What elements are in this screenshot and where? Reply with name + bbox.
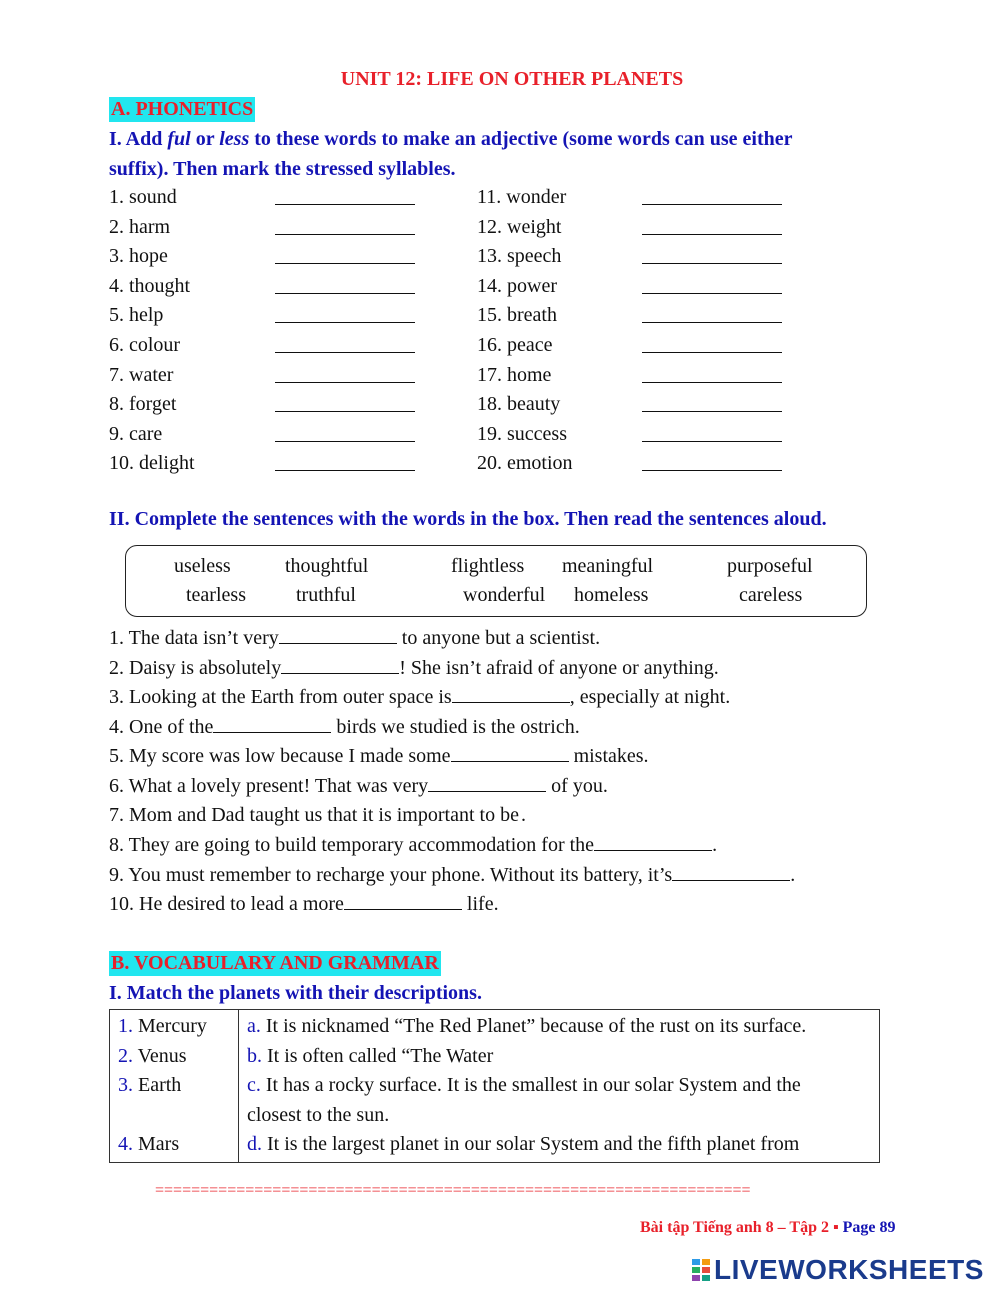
answer-blank[interactable] — [452, 684, 570, 703]
sentence-item — [109, 684, 730, 709]
answer-blank[interactable] — [275, 393, 415, 418]
sentence-item — [109, 714, 580, 739]
sentence-text: 9. You must remember to recharge your phone. Without its battery, it’s — [109, 863, 673, 886]
sentence-text: to anyone but a scientist. — [396, 627, 601, 649]
answer-blank[interactable] — [275, 216, 415, 241]
answer-blank[interactable] — [275, 452, 415, 477]
sentence-text: , especially at night. — [569, 686, 731, 709]
sentence-item — [109, 803, 526, 827]
separator-line: ================================================================== — [155, 1182, 751, 1199]
answer-blank[interactable] — [642, 364, 782, 389]
answer-blank[interactable] — [594, 832, 712, 851]
sentence-text: . — [712, 834, 718, 857]
word-item: 3. hope — [109, 245, 168, 268]
description-item: closest to the sun. — [247, 1103, 390, 1126]
box-word: tearless — [186, 584, 246, 606]
planet-item: 4. Mars — [118, 1133, 180, 1156]
box-word: thoughtful — [285, 555, 369, 577]
sentence-item — [109, 743, 649, 768]
word-item: 10. delight — [109, 452, 195, 475]
planet-item: 2. Venus — [118, 1044, 187, 1067]
description-item: b. It is often called “The Water — [247, 1044, 494, 1067]
answer-blank[interactable] — [275, 334, 415, 359]
word-item: 7. water — [109, 363, 174, 386]
box-word: useless — [174, 555, 231, 577]
section-a-heading: A. PHONETICS — [111, 98, 254, 120]
word-item: 9. care — [109, 422, 163, 445]
match-table — [109, 1009, 880, 1163]
sentence-text: 3. Looking at the Earth from outer space is — [109, 686, 452, 709]
part2-instruction: II. Complete the sentences with the words in the box. Then read the sentences aloud. — [109, 508, 827, 530]
word-item: 12. weight — [477, 215, 562, 238]
box-word: meaningful — [562, 555, 654, 577]
answer-blank[interactable] — [213, 714, 331, 733]
planet-item: 3. Earth — [118, 1074, 182, 1097]
word-item: 6. colour — [109, 334, 181, 356]
page-title: UNIT 12: LIFE ON OTHER PLANETS — [340, 68, 684, 90]
answer-blank[interactable] — [279, 625, 397, 644]
answer-blank[interactable] — [642, 423, 782, 448]
planet-column — [110, 1010, 239, 1163]
word-item: 13. speech — [477, 245, 562, 268]
part1-instruction-line2: suffix). Then mark the stressed syllables. — [109, 158, 456, 180]
description-column — [239, 1010, 880, 1163]
sentence-text: 2. Daisy is absolutely — [109, 656, 282, 679]
answer-blank[interactable] — [672, 862, 790, 881]
sentence-text: 1. The data isn’t very — [109, 627, 279, 649]
sentence-text: 10. He desired to lead a more — [109, 893, 344, 916]
answer-blank[interactable] — [642, 334, 782, 359]
word-item: 14. power — [477, 274, 557, 297]
sentence-text: life. — [461, 893, 499, 916]
sentence-text: of you. — [546, 775, 608, 797]
sentence-text: 4. One of the — [109, 715, 214, 738]
answer-blank[interactable] — [642, 452, 782, 477]
sentence-text: 5. My score was low because I made some — [109, 745, 451, 768]
word-item: 19. success — [477, 422, 567, 445]
word-item: 15. breath — [477, 304, 557, 327]
sentence-text: ! She isn’t afraid of anyone or anything. — [399, 656, 719, 679]
description-item: c. It has a rocky surface. It is the smallest in our solar System and the — [247, 1074, 801, 1097]
answer-blank[interactable] — [642, 304, 782, 329]
word-item: 18. beauty — [477, 393, 561, 416]
match-instruction: I. Match the planets with their descriptions. — [109, 982, 482, 1004]
sentence-item — [109, 832, 717, 857]
planet-item: 1. Mercury — [118, 1015, 207, 1037]
answer-blank[interactable] — [275, 245, 415, 270]
sentence-item — [109, 862, 795, 887]
sentence-text: 7. Mom and Dad taught us that it is important to be — [109, 803, 519, 826]
word-item: 16. peace — [477, 334, 553, 356]
section-b-heading: B. VOCABULARY AND GRAMMAR — [111, 952, 439, 974]
answer-blank[interactable] — [275, 304, 415, 329]
answer-blank[interactable] — [642, 186, 782, 211]
sentence-item — [109, 655, 719, 680]
sentence-item — [109, 891, 499, 916]
box-word: purposeful — [727, 555, 813, 577]
description-item: d. It is the largest planet in our solar System and the fifth planet from — [247, 1133, 800, 1156]
answer-blank[interactable] — [275, 186, 415, 211]
word-box — [125, 545, 867, 617]
sentence-text: . — [520, 803, 526, 826]
word-item: 2. harm — [109, 215, 171, 238]
word-item: 8. forget — [109, 393, 177, 416]
box-word: careless — [739, 584, 803, 606]
answer-blank[interactable] — [642, 216, 782, 241]
sentence-text: . — [790, 863, 796, 886]
box-word: homeless — [574, 584, 649, 606]
box-word: wonderful — [463, 584, 546, 606]
sentence-item — [109, 625, 600, 650]
box-word: flightless — [451, 555, 525, 577]
part1-instruction-line1: I. Add ful or less to these words to make an adjective (some words can use either — [109, 128, 793, 150]
page-footer: Bài tập Tiếng anh 8 – Tập 2 ▪ Page 89 — [640, 1219, 896, 1236]
answer-blank[interactable] — [642, 275, 782, 300]
answer-blank[interactable] — [281, 655, 399, 674]
answer-blank[interactable] — [275, 275, 415, 300]
description-item: a. It is nicknamed “The Red Planet” because of the rust on its surface. — [247, 1015, 807, 1037]
answer-blank[interactable] — [275, 364, 415, 389]
answer-blank[interactable] — [344, 891, 462, 910]
sentence-text: 6. What a lovely present! That was very — [109, 775, 429, 797]
answer-blank[interactable] — [451, 743, 569, 762]
word-item: 20. emotion — [477, 452, 573, 475]
answer-blank[interactable] — [642, 393, 782, 418]
word-item: 4. thought — [109, 274, 191, 297]
answer-blank[interactable] — [428, 773, 546, 792]
word-item: 1. sound — [109, 186, 177, 208]
box-word: truthful — [296, 584, 356, 606]
word-item: 17. home — [477, 363, 552, 386]
liveworksheets-logo[interactable]: LIVEWORKSHEETS — [692, 1254, 984, 1286]
sentence-text: birds we studied is the ostrich. — [331, 715, 580, 738]
answer-blank[interactable] — [275, 423, 415, 448]
sentence-text: 8. They are going to build temporary accommodation for the — [109, 834, 595, 857]
word-item: 11. wonder — [477, 186, 567, 208]
sentence-text: mistakes. — [568, 745, 649, 768]
logo-icon — [692, 1259, 710, 1281]
sentence-item — [109, 773, 608, 798]
word-item: 5. help — [109, 304, 164, 327]
answer-blank[interactable] — [642, 245, 782, 270]
